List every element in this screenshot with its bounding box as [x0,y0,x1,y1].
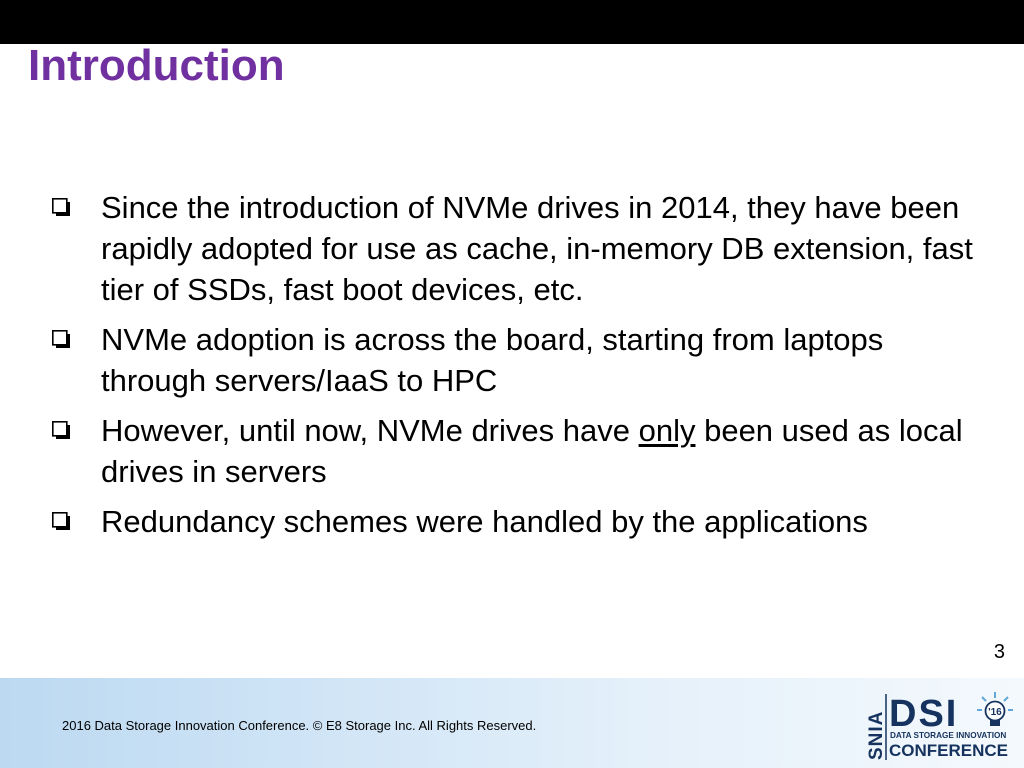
bullet-list [52,187,982,551]
hollow-square-bullet-icon [52,512,71,531]
bullet-item [52,501,982,542]
logo-badge-text: '16 [988,707,1002,718]
hollow-square-bullet-icon [52,330,71,349]
logo-snia-text: SNIA [866,710,887,760]
hollow-square-bullet-icon [52,421,71,440]
copyright-text: 2016 Data Storage Innovation Conference. © E8 Storage Inc. All Rights Reserved. [62,718,537,733]
logo-subtitle-text: DATA STORAGE INNOVATION [890,731,1007,740]
bullet-item [52,319,982,401]
bullet-text-before: However, until now, NVMe drives have [101,413,639,448]
bullet-text: NVMe adoption is across the board, starting from laptops through servers/IaaS to HPC [101,322,884,398]
logo-conference-text: CONFERENCE [889,741,1009,760]
hollow-square-bullet-icon [52,198,71,217]
bullet-item [52,187,982,310]
bullet-text-after: been used as local drives in servers [101,413,963,489]
bullet-item [52,410,982,492]
page-number: 3 [993,641,1005,663]
snia-dsi-conference-logo [858,688,1018,762]
top-bar [0,0,1024,44]
bullet-text: Redundancy schemes were handled by the applications [101,504,868,539]
slide-title: Introduction [28,41,285,90]
emphasis-only: only [638,413,696,448]
logo-dsi-text: DSI [889,693,959,735]
bullet-text: Since the introduction of NVMe drives in 2014, they have been rapidly adopted for use as cache, in-memory DB extension, fast tier of SSDs, fast boot devices, etc. [101,190,973,307]
